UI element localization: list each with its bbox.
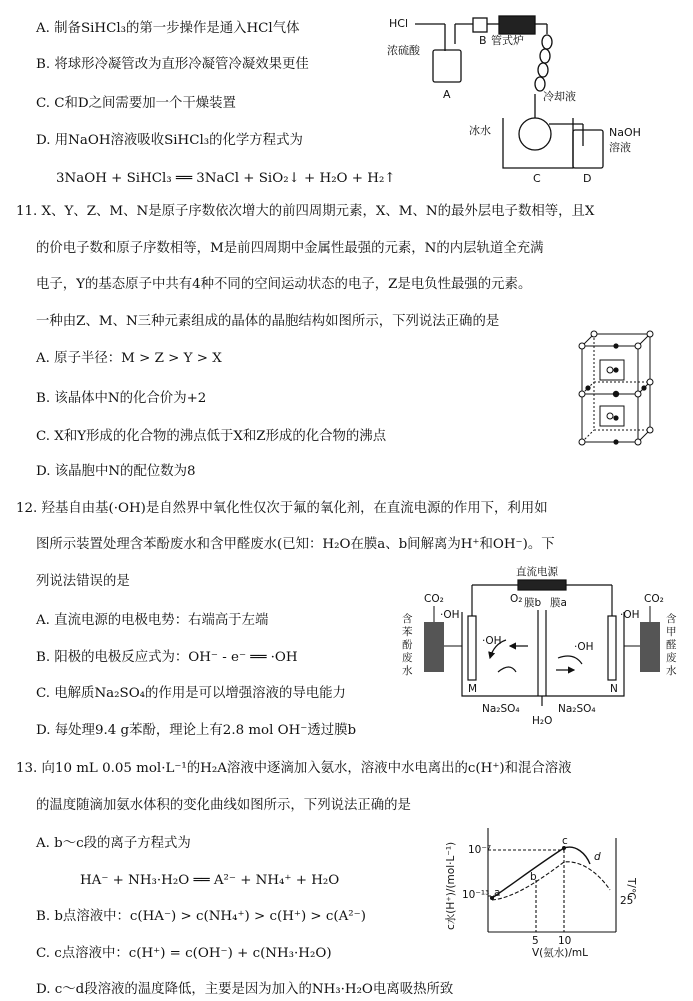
label-a: A <box>443 88 451 101</box>
y-axis-label: c水(H⁺)/(mol·L⁻¹) <box>445 841 457 930</box>
q12-option-d: D. 每处理9.4 g苯酚，理论上有2.8 mol OH⁻透过膜b <box>36 723 357 738</box>
label-m: M <box>468 683 478 695</box>
q12-stem-line-3: 列说法错误的是 <box>36 574 130 589</box>
q11-option-a: A. 原子半径：M > Z > Y > X <box>36 351 222 366</box>
label-na2so4-left: Na₂SO₄ <box>482 703 520 715</box>
q12-option-b: B. 阳极的电极反应式为：OH⁻ - e⁻ ══ ·OH <box>36 650 298 665</box>
q11-stem-line-4: 一种由Z、M、N三种元素组成的晶体的晶胞结构如图所示，下列说法正确的是 <box>36 314 500 329</box>
q11-option-c: C. X和Y形成的化合物的沸点低于X和Z形成的化合物的沸点 <box>36 429 387 444</box>
q11-stem-line-3: 电子，Y的基态原子中共有4种不同的空间运动状态的电子，Z是电负性最强的元素。 <box>36 277 532 292</box>
q13-option-b: B. b点溶液中：c(HA⁻) > c(NH₄⁺) > c(H⁺) > c(A²⁻) <box>36 909 366 924</box>
point-c: c <box>562 835 568 847</box>
label-right-waste: 含甲醛废水 <box>666 613 677 677</box>
q12-option-a: A. 直流电源的电极电势：右端高于左端 <box>36 613 269 628</box>
q11-unit-cell-figure <box>578 330 654 446</box>
label-conc-acid: 浓硫酸 <box>387 44 420 57</box>
label-oh-right: ·OH <box>620 609 640 621</box>
label-left-waste: 含苯酚废水 <box>402 613 413 677</box>
q13-option-c: C. c点溶液中：c(H⁺) = c(OH⁻) + c(NH₃·H₂O) <box>36 946 332 961</box>
label-h2o: H₂O <box>532 715 553 727</box>
q13-option-d: D. c～d段溶液的温度降低，主要是因为加入的NH₃·H₂O电离吸热所致 <box>36 982 454 997</box>
point-b: b <box>530 871 537 883</box>
label-naoh: NaOH <box>609 126 641 139</box>
q10-option-b: B. 将球形冷凝管改为直形冷凝管冷凝效果更佳 <box>36 57 309 72</box>
label-oh-anode: ·OH <box>482 635 502 647</box>
label-n: N <box>610 683 618 695</box>
right-tick-25: 25 <box>620 895 634 907</box>
x-tick-10: 10 <box>558 935 572 947</box>
q12-stem-line-2: 图所示装置处理含苯酚废水和含甲醛废水(已知：H₂O在膜a、b间解离为H⁺和OH⁻)。下 <box>36 537 555 552</box>
label-oh-left: ·OH <box>440 609 460 621</box>
q11-option-b: B. 该晶体中N的化合价为+2 <box>36 391 207 406</box>
label-membrane-b: 膜b <box>524 597 542 609</box>
q12-stem-line-1: 12. 羟基自由基(·OH)是自然界中氧化性仅次于氟的氧化剂，在直流电源的作用下，利用如 <box>16 501 548 516</box>
q10-apparatus-figure <box>385 6 660 186</box>
q10-option-d: D. 用NaOH溶液吸收SiHCl₃的化学方程式为 <box>36 133 303 148</box>
y-tick-high: 10⁻⁷ <box>468 844 492 856</box>
label-hcl: HCl <box>389 17 409 30</box>
point-d: d <box>594 851 601 863</box>
label-oh-cathode: ·OH <box>574 641 594 653</box>
label-coolant: 冷却液 <box>543 90 576 103</box>
q13-option-a: A. b～c段的离子方程式为 <box>36 836 191 851</box>
q11-stem-line-1: 11. X、Y、Z、M、N是原子序数依次增大的前四周期元素，X、M、N的最外层电子数相等，且X <box>16 204 595 219</box>
label-ice-water: 冰水 <box>469 124 491 137</box>
x-axis-label: V(氨水)/mL <box>532 947 588 958</box>
label-c: C <box>533 172 541 185</box>
right-axis-label: T/℃ <box>625 878 637 900</box>
label-d: D <box>583 172 592 185</box>
label-b: B <box>479 34 487 47</box>
label-o2: O₂ <box>510 593 523 605</box>
q10-option-a: A. 制备SiHCl₃的第一步操作是通入HCl气体 <box>36 21 300 36</box>
q11-option-d: D. 该晶胞中N的配位数为8 <box>36 464 196 479</box>
q12-electrolysis-figure <box>398 566 680 736</box>
q13-equation: HA⁻ + NH₃·H₂O ══ A²⁻ + NH₄⁺ + H₂O <box>80 873 340 888</box>
q11-stem-line-2: 的价电子数和原子序数相等，M是前四周期中金属性最强的元素，N的内层轨道全充满 <box>36 241 544 256</box>
q13-graph <box>440 820 640 958</box>
label-co2-right: CO₂ <box>644 593 664 605</box>
label-na2so4-right: Na₂SO₄ <box>558 703 596 715</box>
label-solution: 溶液 <box>609 141 631 154</box>
y-tick-low: 10⁻¹³ <box>462 889 490 901</box>
q13-stem-line-2: 的温度随滴加氨水体积的变化曲线如图所示，下列说法正确的是 <box>36 798 411 813</box>
x-tick-5: 5 <box>532 935 539 947</box>
q12-option-c: C. 电解质Na₂SO₄的作用是可以增强溶液的导电能力 <box>36 686 346 701</box>
q10-equation: 3NaOH + SiHCl₃ ══ 3NaCl + SiO₂↓ + H₂O + H₂↑ <box>56 171 396 186</box>
q10-option-c: C. C和D之间需要加一个干燥装置 <box>36 96 236 111</box>
label-dc-power: 直流电源 <box>516 566 558 578</box>
label-co2-left: CO₂ <box>424 593 444 605</box>
label-furnace: 管式炉 <box>491 34 524 47</box>
q13-stem-line-1: 13. 向10 mL 0.05 mol·L⁻¹的H₂A溶液中逐滴加入氨水，溶液中水电离出的c(H⁺)和混合溶液 <box>16 761 572 776</box>
label-membrane-a: 膜a <box>550 597 567 609</box>
point-a: a <box>494 887 501 899</box>
